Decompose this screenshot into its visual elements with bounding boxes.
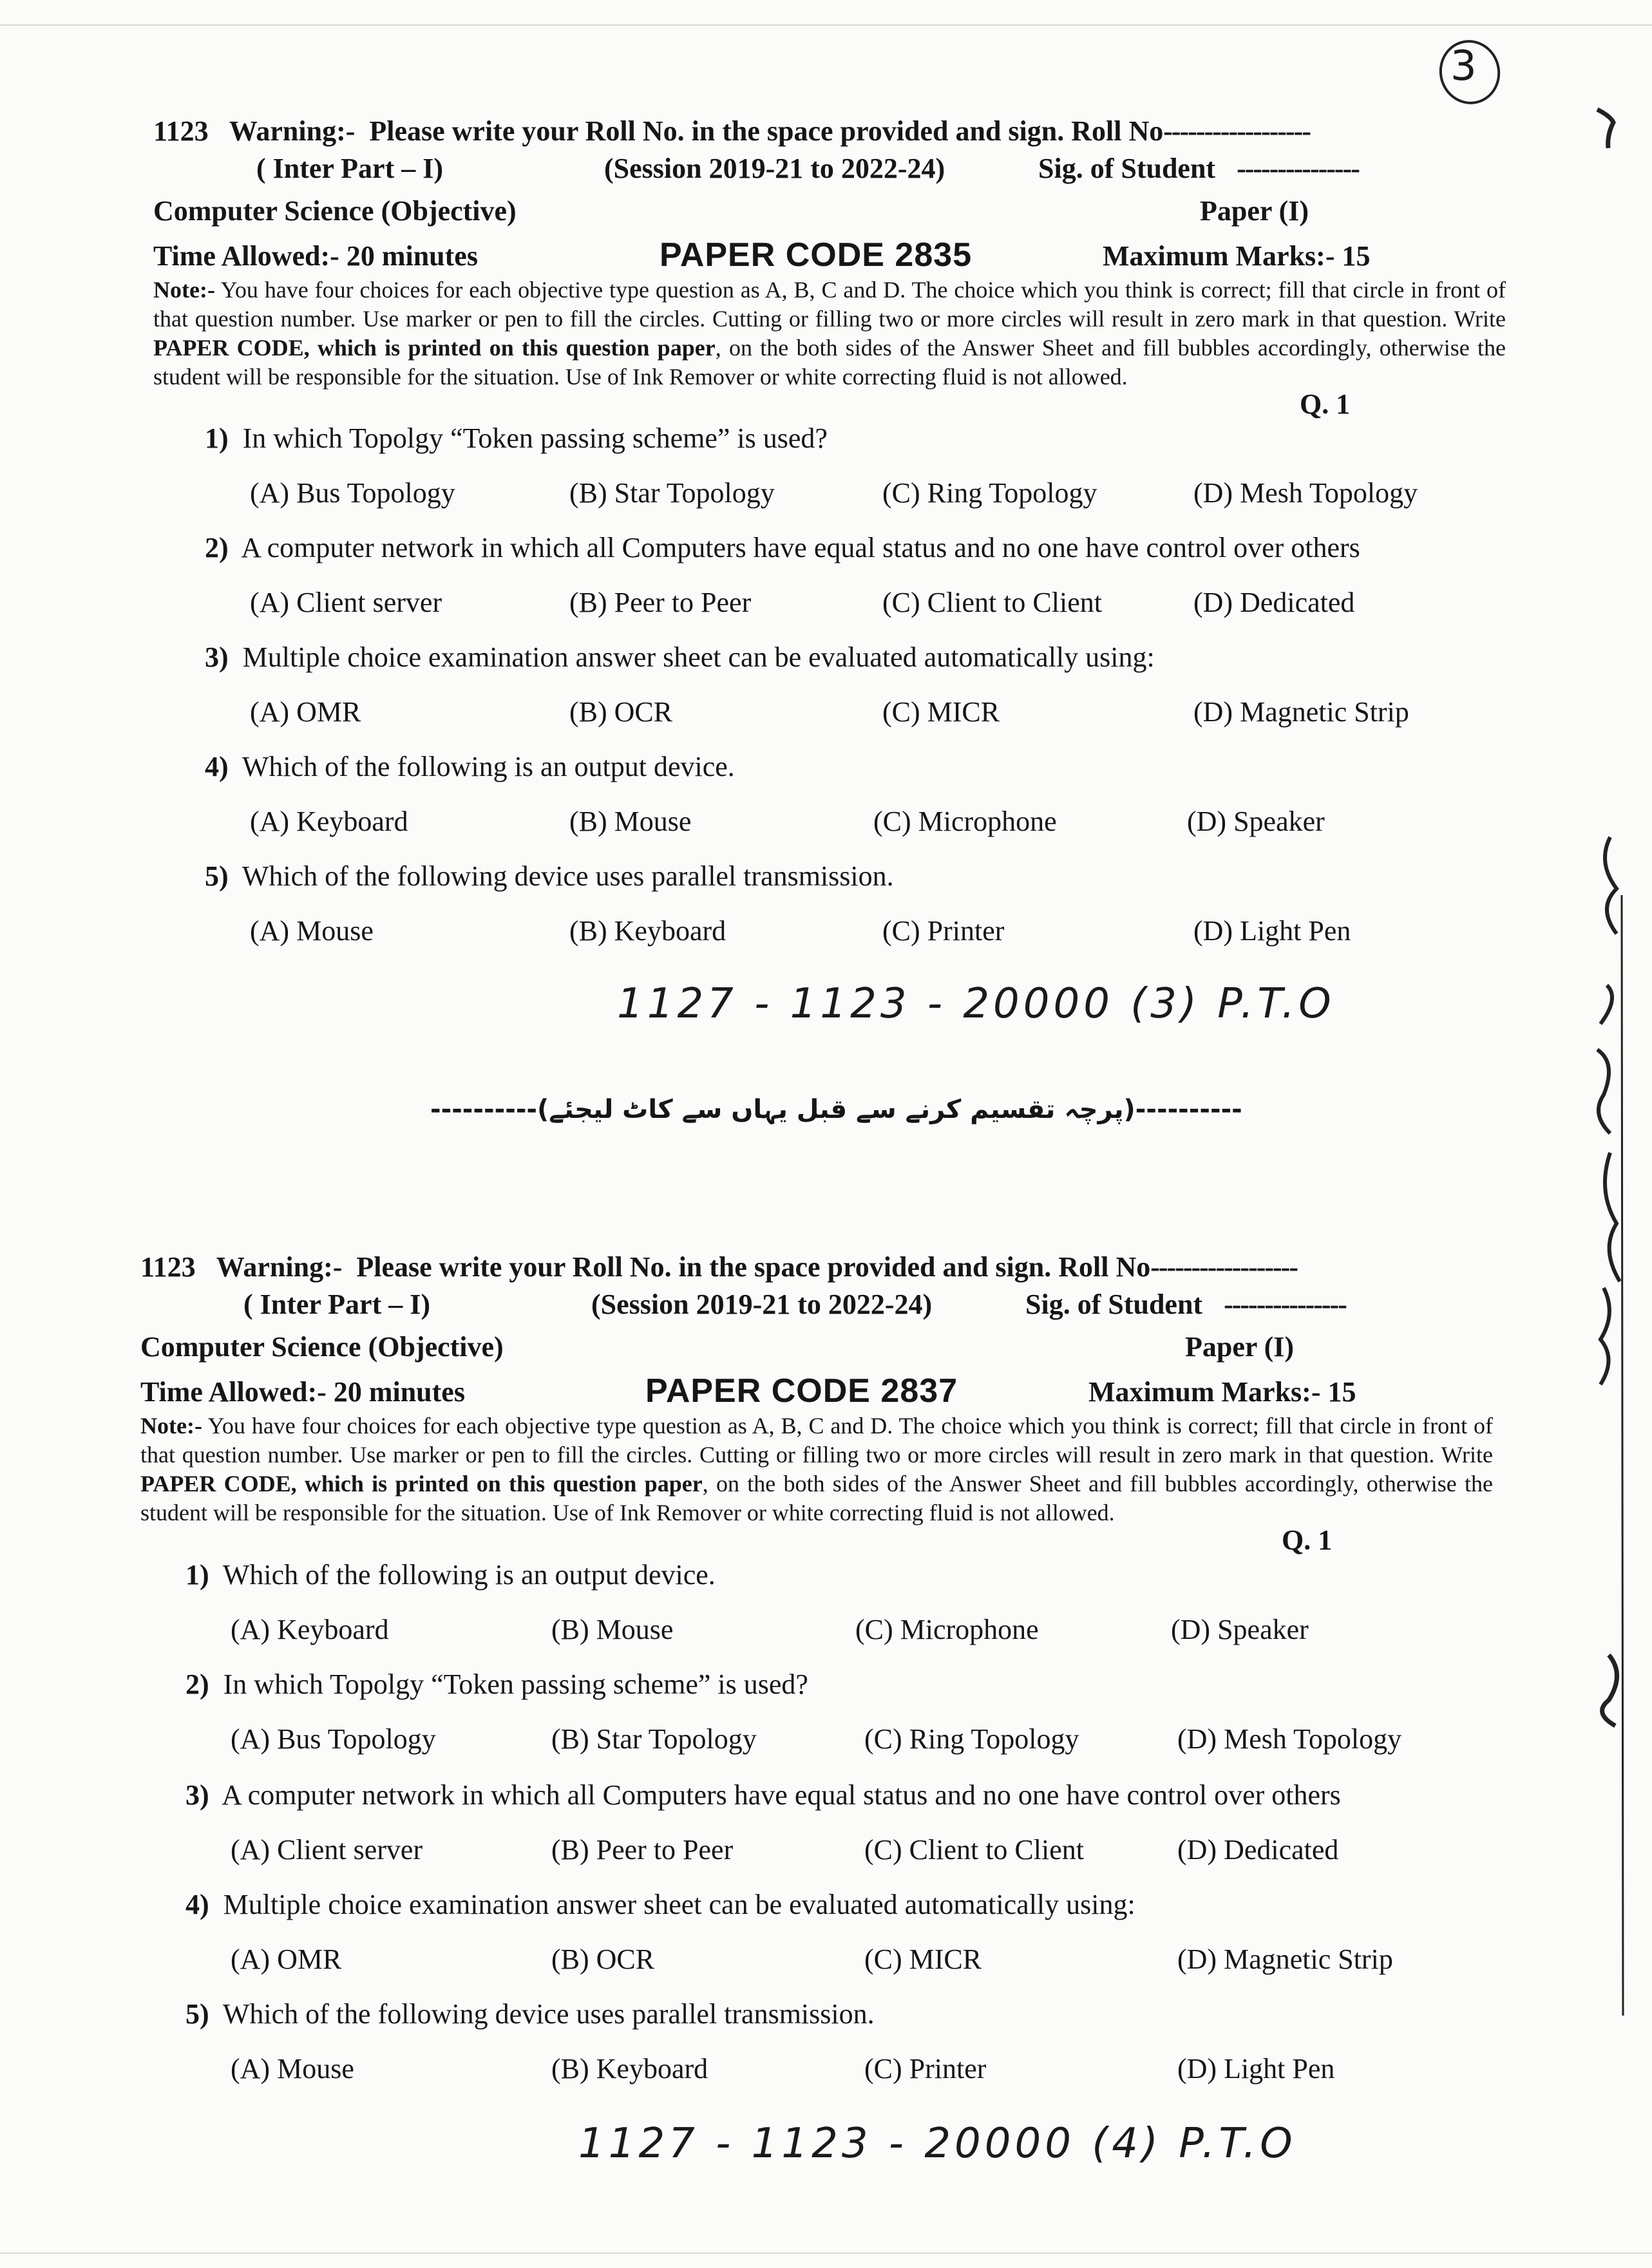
bottom-q4-option-d[interactable]: (D) Magnetic Strip: [1177, 1943, 1393, 1975]
top-q2-option-c[interactable]: (C) Client to Client: [882, 587, 1102, 618]
top-q4-option-b[interactable]: (B) Mouse: [569, 806, 692, 837]
bottom-q5-option-a[interactable]: (A) Mouse: [231, 2053, 354, 2084]
top-max-marks: Maximum Marks:- 15: [1103, 240, 1371, 272]
bottom-session: (Session 2019-21 to 2022-24): [591, 1289, 933, 1320]
top-q4-option-d[interactable]: (D) Speaker: [1187, 806, 1325, 837]
cut-line-urdu-text: (پرچہ تقسیم کرنے سے قبل یہاں سے کاٹ لیجئے): [537, 1095, 1135, 1124]
bottom-q3-option-b[interactable]: (B) Peer to Peer: [551, 1834, 734, 1866]
top-time-allowed: Time Allowed:- 20 minutes: [153, 240, 478, 272]
bottom-q1-option-b[interactable]: (B) Mouse: [551, 1614, 674, 1645]
top-exam-code: 1123: [153, 115, 209, 147]
top-warning-label: Warning:-: [229, 115, 356, 147]
top-part: ( Inter Part – I): [256, 153, 443, 184]
top-roll-no-field[interactable]: ------------------: [1163, 115, 1310, 147]
bottom-question-4: 4) Multiple choice examination answer sheet can be evaluated automatically using:: [185, 1889, 1135, 1920]
bottom-signature-field[interactable]: ---------------: [1224, 1289, 1346, 1320]
bottom-paper-number: Paper (I): [1185, 1331, 1295, 1363]
top-question-2: 2) A computer network in which all Computers have equal status and no one have control over others: [205, 532, 1360, 563]
bottom-q1-option-a[interactable]: (A) Keyboard: [231, 1614, 389, 1645]
cut-line-dashes-left: ----------: [430, 1095, 538, 1124]
top-subject: Computer Science (Objective): [153, 195, 517, 227]
bottom-q4-option-b[interactable]: (B) OCR: [551, 1943, 655, 1975]
top-session: (Session 2019-21 to 2022-24): [604, 153, 945, 184]
bottom-q3-option-d[interactable]: (D) Dedicated: [1177, 1834, 1339, 1866]
bottom-q5-option-d[interactable]: (D) Light Pen: [1177, 2053, 1335, 2084]
scan-top-edge: [0, 24, 1652, 26]
top-q3-option-c[interactable]: (C) MICR: [882, 696, 1000, 728]
top-q1-option-a[interactable]: (A) Bus Topology: [250, 477, 455, 509]
bottom-signature-label: Sig. of Student ---------------: [1025, 1289, 1346, 1320]
cut-line-dashes-right: ----------: [1135, 1095, 1242, 1124]
top-q5-option-c[interactable]: (C) Printer: [882, 915, 1005, 947]
bottom-q1-option-c[interactable]: (C) Microphone: [855, 1614, 1039, 1645]
top-signature-label: Sig. of Student ---------------: [1038, 153, 1359, 184]
bottom-question-1: 1) Which of the following is an output device.: [185, 1559, 716, 1591]
top-question-label: Q. 1: [1300, 388, 1351, 420]
bottom-q3-option-a[interactable]: (A) Client server: [231, 1834, 423, 1866]
bottom-instructions-note: Note:- You have four choices for each objective type question as A, B, C and D. The choice which you think is correct; fill that circle in front of that question number. Use marker or pen to fill the circles. Cutting or filling two or more circles will result in zero mark in that question. Write PAPER CODE, which is printed on this question paper, on the both sides of the Answer Sheet and fill bubbles accordingly, otherwise the student will be responsible for the situation. Use of Ink Remover or white correcting fluid is not allowed.: [140, 1413, 1493, 1526]
bottom-warning-label: Warning:-: [216, 1251, 343, 1283]
top-q5-option-b[interactable]: (B) Keyboard: [569, 915, 726, 947]
top-q3-option-d[interactable]: (D) Magnetic Strip: [1193, 696, 1409, 728]
bottom-subject: Computer Science (Objective): [140, 1331, 504, 1363]
top-question-5: 5) Which of the following device uses parallel transmission.: [205, 860, 894, 892]
top-signature-field[interactable]: ---------------: [1237, 153, 1359, 184]
top-question-3: 3) Multiple choice examination answer sheet can be evaluated automatically using:: [205, 641, 1155, 673]
bottom-question-label: Q. 1: [1282, 1524, 1333, 1556]
bottom-q4-option-c[interactable]: (C) MICR: [864, 1943, 982, 1975]
top-q4-option-a[interactable]: (A) Keyboard: [250, 806, 408, 837]
bottom-handwritten-annotation: 1127 - 1123 - 20000 (4) P.T.O: [578, 2120, 1296, 2168]
bottom-exam-code: 1123: [140, 1251, 196, 1283]
top-q4-option-c[interactable]: (C) Microphone: [873, 806, 1057, 837]
bottom-q2-option-c[interactable]: (C) Ring Topology: [864, 1723, 1079, 1755]
bottom-q5-option-c[interactable]: (C) Printer: [864, 2053, 987, 2084]
bottom-roll-no-field[interactable]: ------------------: [1150, 1251, 1297, 1283]
top-warning-line: [153, 115, 1310, 147]
top-question-4: 4) Which of the following is an output device.: [205, 751, 735, 782]
top-instructions-note: Note:- You have four choices for each objective type question as A, B, C and D. The choice which you think is correct; fill that circle in front of that question number. Use marker or pen to fill the circles. Cutting or filling two or more circles will result in zero mark in that question. Write PAPER CODE, which is printed on this question paper, on the both sides of the Answer Sheet and fill bubbles accordingly, otherwise the student will be responsible for the situation. Use of Ink Remover or white correcting fluid is not allowed.: [153, 277, 1506, 390]
top-q2-option-d[interactable]: (D) Dedicated: [1193, 587, 1355, 618]
top-handwritten-annotation: 1127 - 1123 - 20000 (3) P.T.O: [617, 980, 1335, 1028]
bottom-q2-option-b[interactable]: (B) Star Topology: [551, 1723, 757, 1755]
top-q1-option-b[interactable]: (B) Star Topology: [569, 477, 775, 509]
top-q5-option-a[interactable]: (A) Mouse: [250, 915, 374, 947]
page-number-mark: 3: [1450, 43, 1481, 90]
bottom-q4-option-a[interactable]: (A) OMR: [231, 1943, 342, 1975]
bottom-part: ( Inter Part – I): [243, 1289, 430, 1320]
bottom-question-2: 2) In which Topolgy “Token passing scheme” is used?: [185, 1668, 808, 1700]
top-paper-code: PAPER CODE 2835: [660, 236, 973, 274]
bottom-q2-option-d[interactable]: (D) Mesh Topology: [1177, 1723, 1402, 1755]
bottom-max-marks: Maximum Marks:- 15: [1088, 1376, 1356, 1408]
margin-signature-strokes: [1571, 97, 1649, 2028]
bottom-q1-option-d[interactable]: (D) Speaker: [1171, 1614, 1309, 1645]
top-paper-number: Paper (I): [1200, 195, 1309, 227]
top-q1-option-c[interactable]: (C) Ring Topology: [882, 477, 1097, 509]
bottom-question-5: 5) Which of the following device uses parallel transmission.: [185, 1998, 875, 2030]
bottom-paper-code: PAPER CODE 2837: [645, 1372, 958, 1410]
bottom-warning-line: [140, 1251, 1297, 1283]
bottom-q2-option-a[interactable]: (A) Bus Topology: [231, 1723, 436, 1755]
cut-here-line: [430, 1095, 1242, 1124]
bottom-warning-text: Please write your Roll No. in the space provided and sign. Roll No: [356, 1251, 1151, 1283]
top-q1-option-d[interactable]: (D) Mesh Topology: [1193, 477, 1418, 509]
bottom-q3-option-c[interactable]: (C) Client to Client: [864, 1834, 1084, 1866]
top-warning-text: Please write your Roll No. in the space provided and sign. Roll No: [369, 115, 1164, 147]
bottom-question-3: 3) A computer network in which all Computers have equal status and no one have control over others: [185, 1779, 1341, 1811]
bottom-time-allowed: Time Allowed:- 20 minutes: [140, 1376, 465, 1408]
bottom-q5-option-b[interactable]: (B) Keyboard: [551, 2053, 708, 2084]
top-q3-option-b[interactable]: (B) OCR: [569, 696, 673, 728]
top-q2-option-a[interactable]: (A) Client server: [250, 587, 442, 618]
scan-bottom-edge: [0, 2253, 1652, 2254]
top-q5-option-d[interactable]: (D) Light Pen: [1193, 915, 1351, 947]
top-q2-option-b[interactable]: (B) Peer to Peer: [569, 587, 752, 618]
top-q3-option-a[interactable]: (A) OMR: [250, 696, 361, 728]
top-question-1: 1) In which Topolgy “Token passing scheme” is used?: [205, 422, 828, 454]
